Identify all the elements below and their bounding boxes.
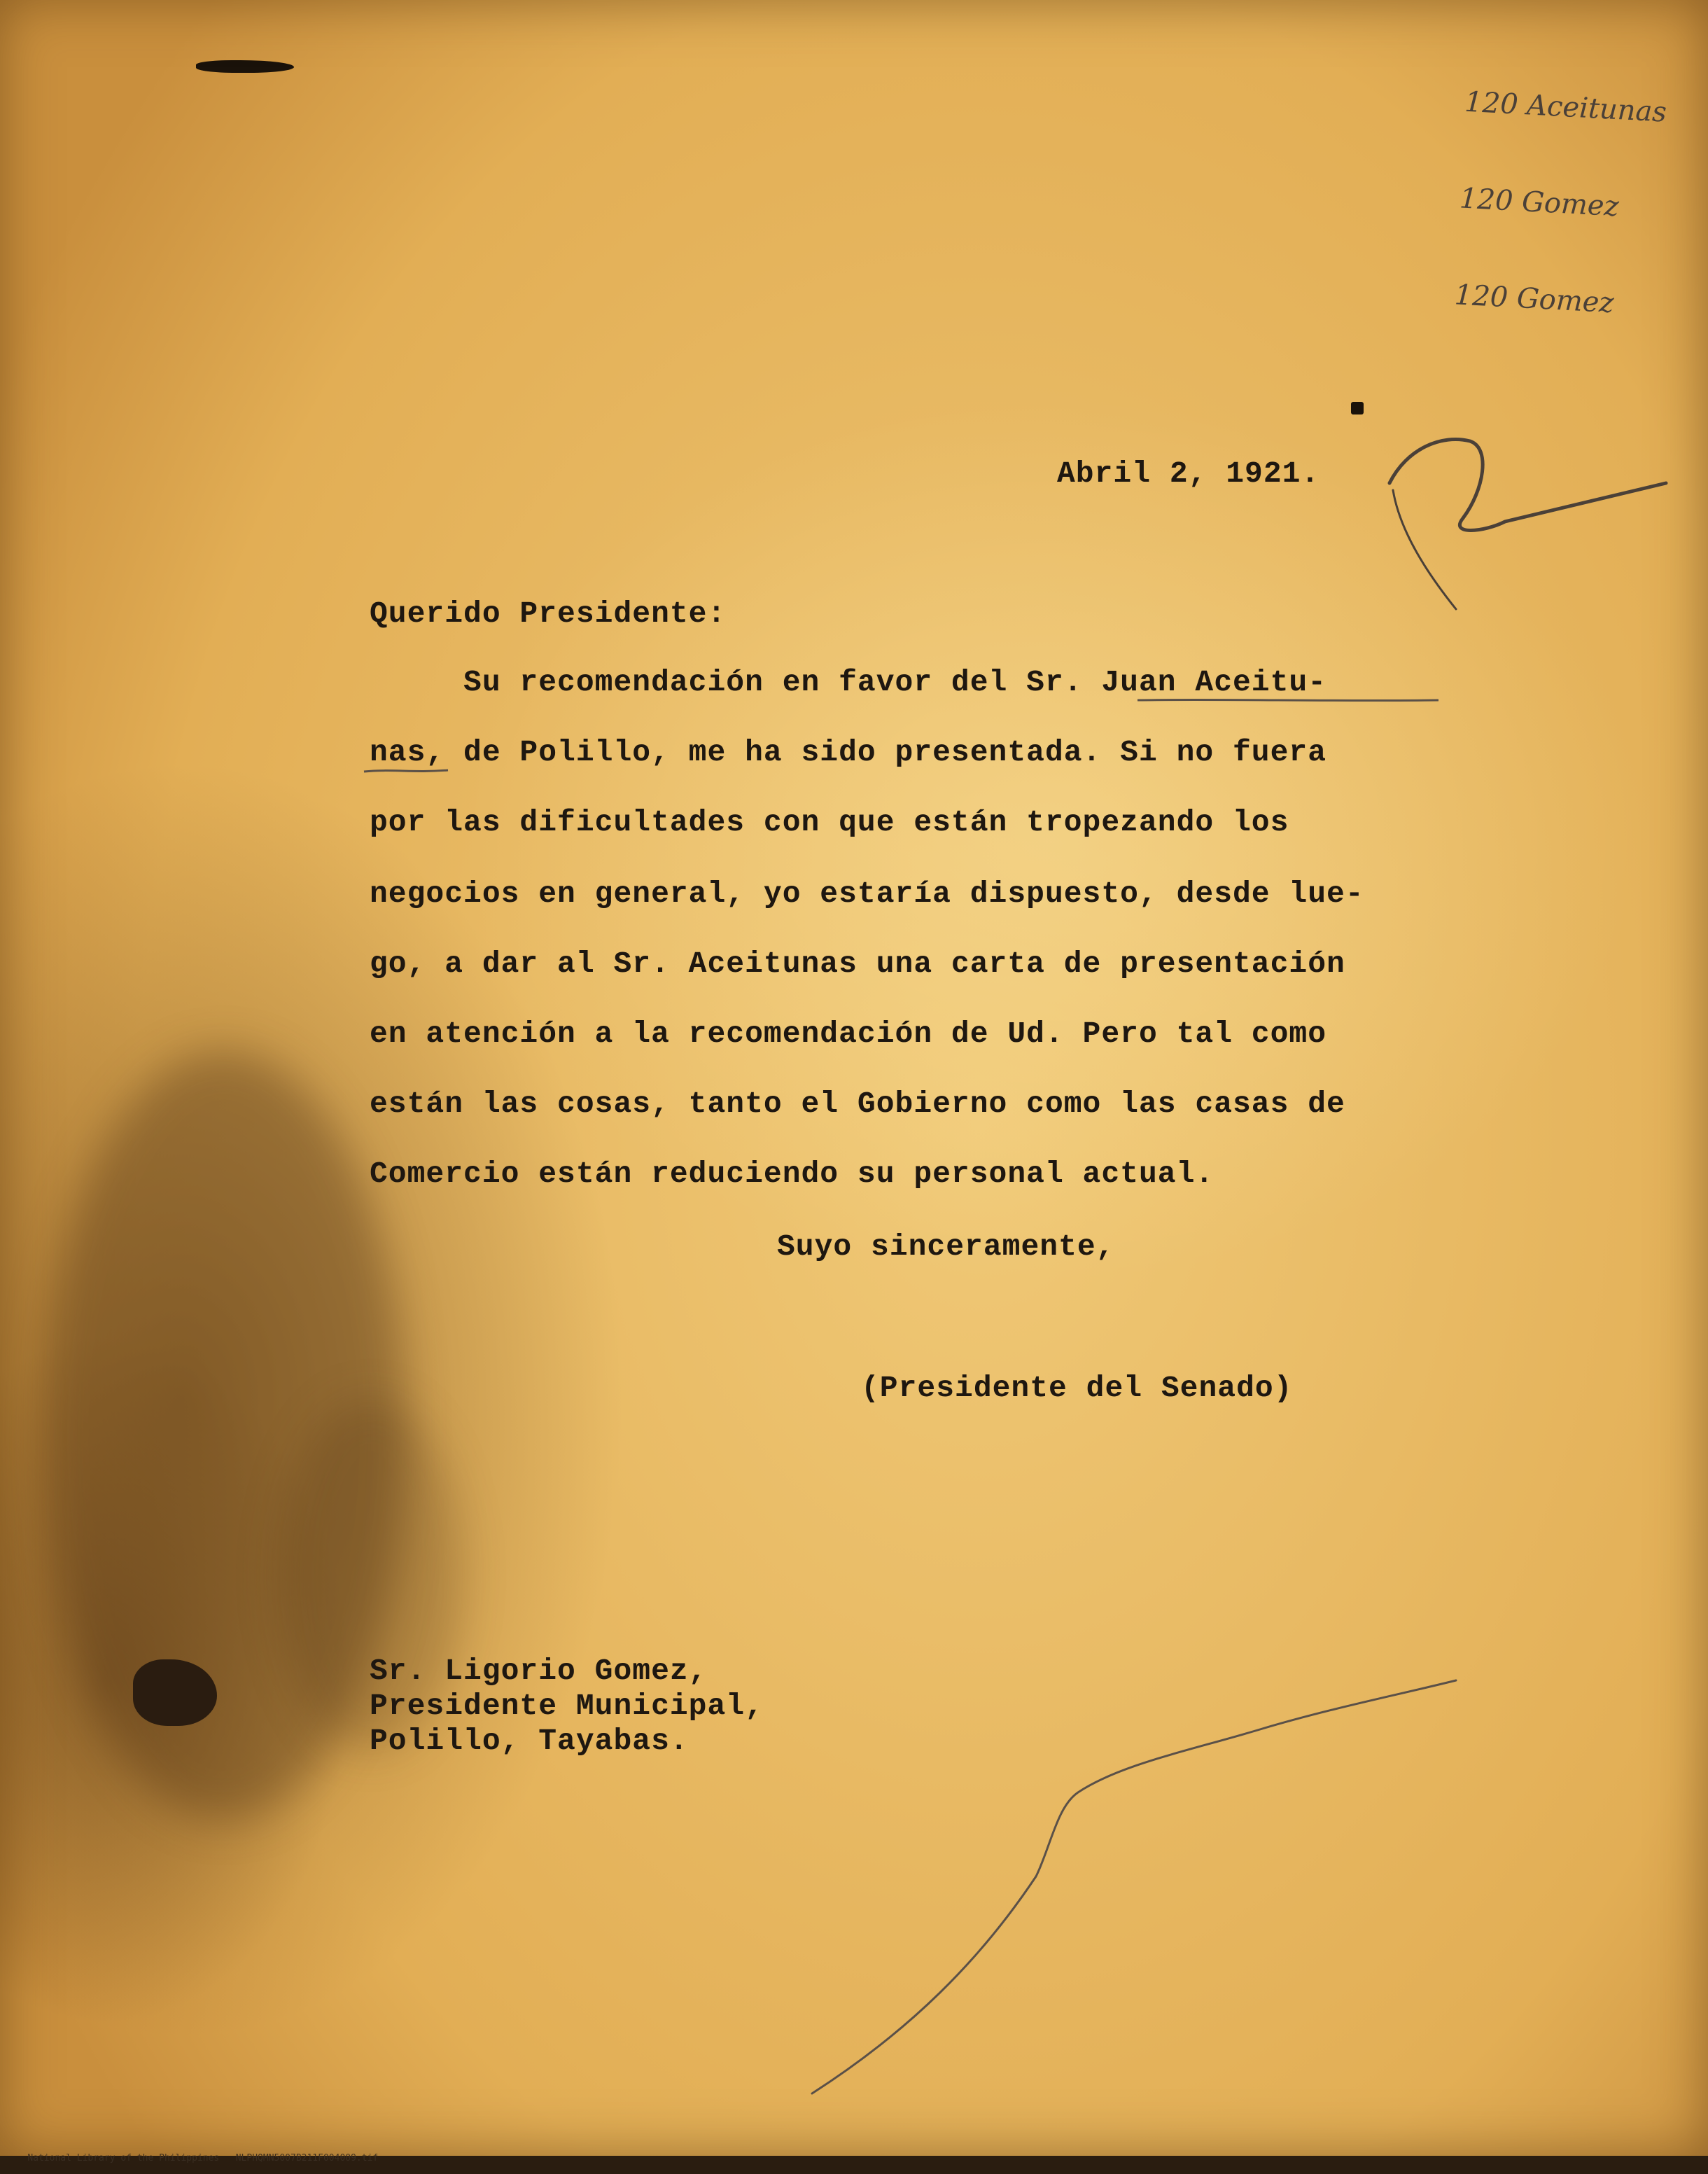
recipient-name: Sr. Ligorio Gomez, (370, 1654, 708, 1688)
pencil-check-mark (1390, 440, 1666, 531)
underline-mark (1138, 699, 1438, 700)
body-line: por las dificultades con que están tropezando los (370, 805, 1289, 839)
handwritten-line: 120 Gomez (1453, 279, 1615, 320)
letter-date: Abril 2, 1921. (1057, 457, 1320, 491)
handwritten-line: 120 Aceitunas (1464, 85, 1668, 129)
body-line: go, a dar al Sr. Aceitunas una carta de presentación (370, 947, 1345, 981)
recipient-title: Presidente Municipal, (370, 1689, 764, 1723)
salutation: Querido Presidente: (370, 597, 727, 631)
closing: Suyo sinceramente, (777, 1229, 1115, 1264)
recipient-location: Polillo, Tayabas. (370, 1724, 689, 1758)
body-line: nas, de Polillo, me ha sido presentada. Si no fuera (370, 735, 1327, 769)
signature-title: (Presidente del Senado) (861, 1371, 1293, 1405)
body-line: Su recomendación en favor del Sr. Juan Aceitu- (370, 665, 1327, 699)
handwritten-line: 120 Gomez (1458, 182, 1620, 223)
body-line: en atención a la recomendación de Ud. Pero tal como (370, 1017, 1327, 1051)
file-reference: NLPHQMN5007B211F004009.tif (235, 2153, 379, 2163)
body-line: negocios en general, yo estaría dispuesto, desde lue- (370, 877, 1364, 911)
underline-mark (364, 770, 448, 772)
body-line: Comercio están reduciendo su personal actual. (370, 1157, 1214, 1191)
pencil-scribble (1393, 490, 1456, 609)
pencil-line (812, 1680, 1456, 2093)
archive-name: National Library of the Philippines (27, 2153, 220, 2163)
archive-footer (6, 2142, 378, 2174)
body-line: están las cosas, tanto el Gobierno como las casas de (370, 1087, 1345, 1121)
